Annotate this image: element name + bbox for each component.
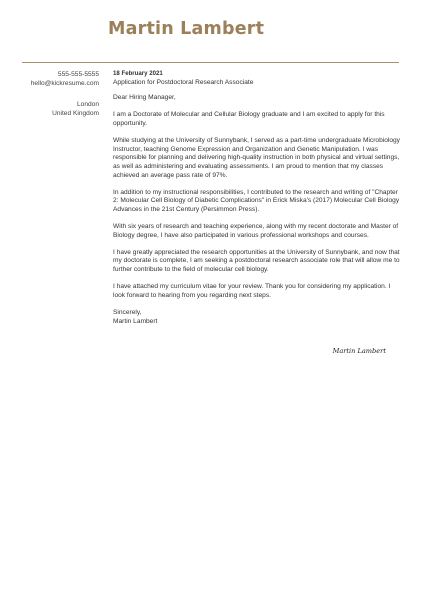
letter-closing: Sincerely, bbox=[113, 309, 142, 317]
letter-body bbox=[113, 70, 403, 326]
letter-paragraph: I have greatly appreciated the research opportunities at the University of Sunnybank, and now that my doctorate is complete, I am seeking a postdoctoral research associate role that will allow me to further contribute to the field of molecular cell biology. bbox=[113, 248, 400, 274]
contact-email: hello@kickresume.com bbox=[30, 80, 99, 87]
letter-paragraph: I have attached my curriculum vitae for your review. Thank you for considering my application. I look forward to hearing from you regarding next steps. bbox=[113, 283, 391, 299]
applicant-name: Martin Lambert bbox=[108, 19, 265, 39]
letter-sender: Martin Lambert bbox=[113, 317, 158, 325]
contact-phone: 555-555-5555 bbox=[57, 71, 99, 78]
contact-block bbox=[0, 70, 99, 118]
letter-subject: Application for Postdoctoral Research Associate bbox=[113, 78, 254, 86]
letter-paragraph: I am a Doctorate of Molecular and Cellular Biology graduate and I am excited to apply for this opportunity. bbox=[113, 111, 385, 127]
letter-date: 18 February 2021 bbox=[113, 70, 163, 77]
letter-paragraph: In addition to my instructional responsibilities, I contributed to the research and writing of "Chapter 2: Molecular Cell Biology of Diabetic Complications" in Erick Miska's (2017) Molecular Cell Biology Advances in the 21st Century (Persimmon Press). bbox=[113, 188, 400, 213]
letter-paragraph: While studying at the University of Sunnybank, I served as a part-time undergraduate Microbiology Instructor, teaching Genome Expression and Organization and Genetic Manipulation. I was responsible for planning and delivering high-quality instruction in both physical and virtual settings, as well as administering and evaluating assessments. I am proud to mention that my classes achieved an average pass rate of 97%. bbox=[113, 137, 400, 179]
contact-city: London bbox=[76, 101, 99, 108]
contact-country: United Kingdom bbox=[52, 110, 99, 117]
header-divider bbox=[22, 62, 399, 63]
letter-paragraph: With six years of research and teaching experience, along with my recent doctorate and Master of Biology degree, I have also participated in various professional workshops and courses. bbox=[113, 223, 399, 239]
handwritten-signature: Martin Lambert bbox=[332, 347, 386, 355]
letter-greeting: Dear Hiring Manager, bbox=[113, 94, 176, 102]
